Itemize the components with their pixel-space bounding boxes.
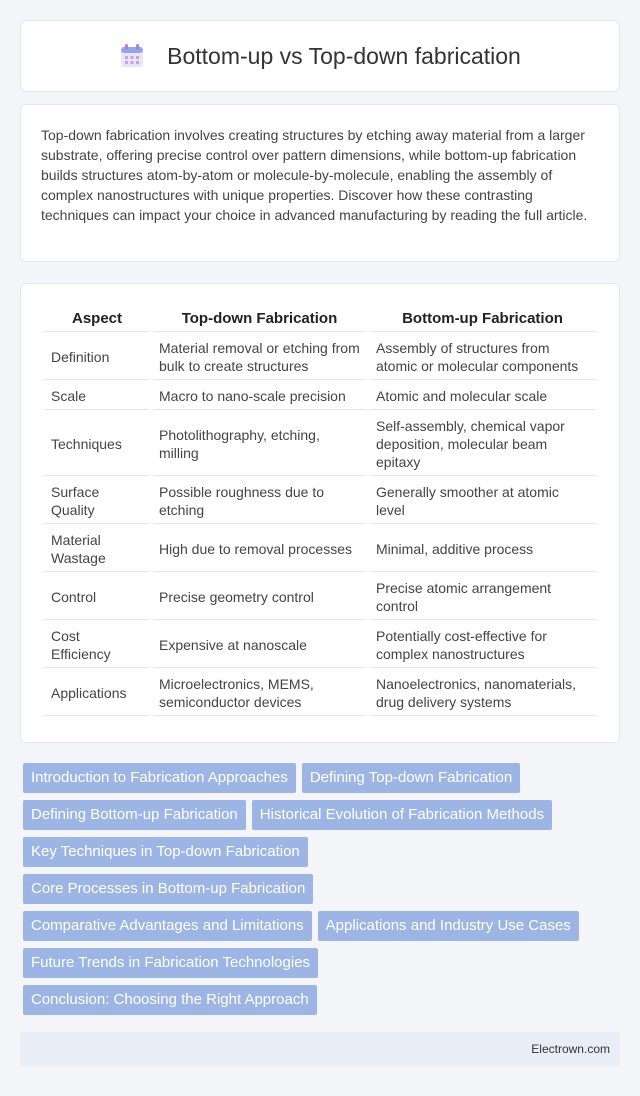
table-cell: Surface Quality <box>45 478 149 524</box>
tag-link[interactable]: Core Processes in Bottom-up Fabrication <box>23 874 313 904</box>
table-row <box>45 526 595 572</box>
table-row <box>45 478 595 524</box>
table-cell: Material Wastage <box>45 526 149 572</box>
table-cell: Potentially cost-effective for complex nanostructures <box>370 622 595 668</box>
calendar-icon <box>119 43 145 69</box>
table-row <box>45 412 595 476</box>
table-cell: Atomic and molecular scale <box>370 382 595 410</box>
table-cell: Definition <box>45 334 149 380</box>
table-cell: Expensive at nanoscale <box>153 622 366 668</box>
table-cell: Minimal, additive process <box>370 526 595 572</box>
intro-card <box>20 104 620 262</box>
tag-link[interactable]: Key Techniques in Top-down Fabrication <box>23 837 308 867</box>
table-header-bottom-up: Bottom-up Fabrication <box>370 304 595 332</box>
table-cell: Material removal or etching from bulk to create structures <box>153 334 366 380</box>
tag-link[interactable]: Defining Bottom-up Fabrication <box>23 800 246 830</box>
footer <box>20 1032 620 1066</box>
table-cell: Possible roughness due to etching <box>153 478 366 524</box>
table-row <box>45 574 595 620</box>
table-row <box>45 334 595 380</box>
table-cell: Techniques <box>45 412 149 476</box>
tag-link[interactable]: Conclusion: Choosing the Right Approach <box>23 985 317 1015</box>
tag-link[interactable]: Historical Evolution of Fabrication Methods <box>252 800 552 830</box>
table-cell: Generally smoother at atomic level <box>370 478 595 524</box>
table-cell: Self-assembly, chemical vapor deposition, molecular beam epitaxy <box>370 412 595 476</box>
table-row <box>45 622 595 668</box>
tag-link[interactable]: Introduction to Fabrication Approaches <box>23 763 296 793</box>
table-cell: Nanoelectronics, nanomaterials, drug delivery systems <box>370 670 595 716</box>
table-cell: Precise geometry control <box>153 574 366 620</box>
table-cell: Applications <box>45 670 149 716</box>
comparison-table-card <box>20 283 620 743</box>
table-row <box>45 670 595 716</box>
table-row <box>45 382 595 410</box>
table-cell: Scale <box>45 382 149 410</box>
table-cell: Macro to nano-scale precision <box>153 382 366 410</box>
tag-link[interactable]: Future Trends in Fabrication Technologies <box>23 948 318 978</box>
table-cell: Control <box>45 574 149 620</box>
page-title: Bottom-up vs Top-down fabrication <box>167 42 521 69</box>
topic-tags <box>20 763 620 1022</box>
comparison-table <box>41 302 599 718</box>
table-header-aspect: Aspect <box>45 304 149 332</box>
table-cell: High due to removal processes <box>153 526 366 572</box>
tag-link[interactable]: Comparative Advantages and Limitations <box>23 911 312 941</box>
title-card <box>20 20 620 92</box>
intro-text: Top-down fabrication involves creating structures by etching away material from a larger substrate, offering precise control over pattern dimensions, while bottom-up fabrication builds structures atom-by-atom or molecule-by-molecule, enabling the assembly of complex nanostructures with unique properties. Discover how these contrasting techniques can impact your choice in advanced manufacturing by reading the full article. <box>41 127 588 223</box>
tag-link[interactable]: Applications and Industry Use Cases <box>318 911 579 941</box>
table-header-top-down: Top-down Fabrication <box>153 304 366 332</box>
tag-link[interactable]: Defining Top-down Fabrication <box>302 763 520 793</box>
table-header-row <box>45 304 595 332</box>
footer-site-name[interactable]: Electrown.com <box>531 1042 610 1056</box>
table-cell: Photolithography, etching, milling <box>153 412 366 476</box>
table-cell: Precise atomic arrangement control <box>370 574 595 620</box>
table-cell: Cost Efficiency <box>45 622 149 668</box>
table-cell: Microelectronics, MEMS, semiconductor devices <box>153 670 366 716</box>
table-cell: Assembly of structures from atomic or molecular components <box>370 334 595 380</box>
